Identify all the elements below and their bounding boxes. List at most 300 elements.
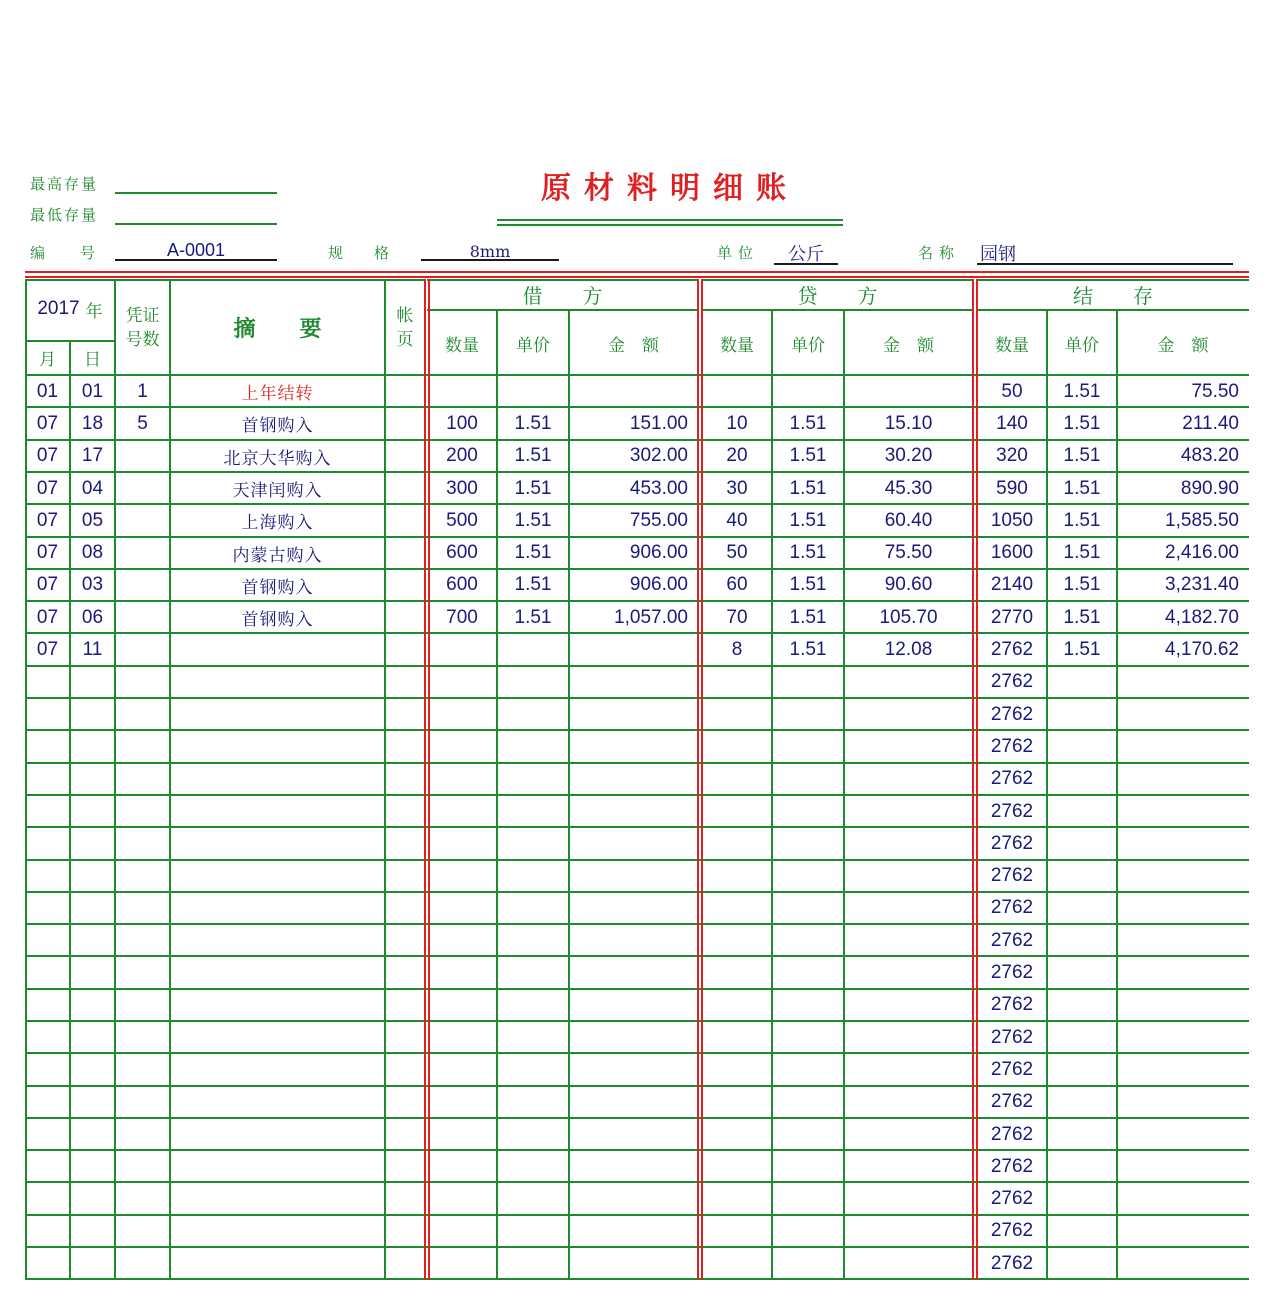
cell-page[interactable] xyxy=(385,505,425,536)
cell-d-price[interactable] xyxy=(497,1087,569,1118)
cell-d-amt[interactable] xyxy=(569,699,698,730)
cell-b-amt[interactable]: 890.90 xyxy=(1180,477,1239,499)
cell-c-qty[interactable] xyxy=(702,731,772,762)
cell-voucher[interactable] xyxy=(115,957,170,988)
cell-page[interactable] xyxy=(385,796,425,827)
cell-d-qty[interactable]: 500 xyxy=(446,509,478,531)
cell-b-amt[interactable]: 211.40 xyxy=(1182,412,1239,434)
cell-c-qty[interactable] xyxy=(702,1022,772,1053)
cell-c-price[interactable]: 1.51 xyxy=(789,574,827,596)
cell-b-qty[interactable]: 2762 xyxy=(990,1220,1034,1242)
cell-day[interactable] xyxy=(70,957,115,988)
cell-c-price[interactable] xyxy=(772,1119,844,1150)
cell-c-qty[interactable] xyxy=(702,796,772,827)
cell-c-qty[interactable]: 70 xyxy=(726,606,748,628)
cell-d-amt[interactable] xyxy=(569,990,698,1021)
cell-page[interactable] xyxy=(385,602,425,633)
cell-c-qty[interactable] xyxy=(702,764,772,795)
cell-d-price[interactable] xyxy=(497,634,569,665)
cell-page[interactable] xyxy=(385,764,425,795)
cell-c-amt[interactable]: 75.50 xyxy=(884,542,933,564)
cell-c-qty[interactable] xyxy=(702,1184,772,1215)
cell-d-price[interactable] xyxy=(497,699,569,730)
cell-b-qty[interactable]: 2762 xyxy=(990,768,1034,790)
cell-b-price[interactable] xyxy=(1047,990,1117,1021)
cell-page[interactable] xyxy=(385,699,425,730)
cell-d-amt[interactable] xyxy=(569,1087,698,1118)
cell-d-price[interactable] xyxy=(497,1248,569,1279)
cell-b-price[interactable] xyxy=(1047,1184,1117,1215)
cell-b-qty[interactable]: 2762 xyxy=(990,1026,1034,1048)
cell-b-price[interactable]: 1.51 xyxy=(1063,380,1101,402)
cell-c-price[interactable]: 1.51 xyxy=(789,445,827,467)
cell-b-price[interactable] xyxy=(1047,1022,1117,1053)
cell-c-qty[interactable]: 20 xyxy=(726,445,748,467)
cell-page[interactable] xyxy=(385,1184,425,1215)
cell-b-qty[interactable]: 2762 xyxy=(990,639,1034,661)
cell-c-price[interactable]: 1.51 xyxy=(789,412,827,434)
cell-b-qty[interactable]: 2762 xyxy=(990,929,1034,951)
cell-voucher[interactable] xyxy=(115,990,170,1021)
cell-d-price[interactable] xyxy=(497,1054,569,1085)
cell-b-price[interactable] xyxy=(1047,699,1117,730)
cell-day[interactable] xyxy=(70,861,115,892)
cell-b-price[interactable] xyxy=(1047,731,1117,762)
cell-b-price[interactable] xyxy=(1047,1087,1117,1118)
cell-c-price[interactable] xyxy=(772,796,844,827)
cell-day[interactable] xyxy=(70,1248,115,1279)
cell-day[interactable] xyxy=(70,893,115,924)
cell-d-price[interactable] xyxy=(497,1184,569,1215)
cell-day[interactable] xyxy=(70,925,115,956)
cell-voucher[interactable] xyxy=(115,634,170,665)
cell-voucher[interactable] xyxy=(115,861,170,892)
cell-d-amt[interactable] xyxy=(569,1022,698,1053)
cell-b-amt[interactable]: 1,585.50 xyxy=(1165,509,1239,531)
cell-b-price[interactable] xyxy=(1047,1054,1117,1085)
cell-page[interactable] xyxy=(385,1151,425,1182)
cell-d-amt[interactable] xyxy=(569,1216,698,1247)
cell-month[interactable] xyxy=(25,990,70,1021)
cell-b-qty[interactable]: 2762 xyxy=(990,1155,1034,1177)
cell-b-qty[interactable]: 2762 xyxy=(990,994,1034,1016)
cell-c-price[interactable]: 1.51 xyxy=(789,477,827,499)
cell-summary[interactable] xyxy=(170,990,385,1021)
cell-d-qty[interactable] xyxy=(427,667,497,698)
cell-c-qty[interactable]: 10 xyxy=(726,412,748,434)
cell-d-price[interactable]: 1.51 xyxy=(514,509,552,531)
cell-page[interactable] xyxy=(385,376,425,407)
cell-d-price[interactable] xyxy=(497,731,569,762)
cell-c-amt[interactable] xyxy=(844,1022,973,1053)
cell-voucher[interactable] xyxy=(115,667,170,698)
cell-summary[interactable]: 北京大华购入 xyxy=(223,448,332,469)
cell-c-price[interactable] xyxy=(772,1022,844,1053)
cell-summary[interactable] xyxy=(170,861,385,892)
cell-c-qty[interactable] xyxy=(702,1216,772,1247)
cell-b-price[interactable]: 1.51 xyxy=(1063,509,1101,531)
cell-b-amt[interactable] xyxy=(1117,893,1249,924)
cell-day[interactable] xyxy=(70,796,115,827)
cell-d-price[interactable]: 1.51 xyxy=(514,445,552,467)
cell-summary[interactable] xyxy=(170,1151,385,1182)
cell-c-price[interactable] xyxy=(772,1184,844,1215)
cell-page[interactable] xyxy=(385,1216,425,1247)
cell-d-qty[interactable] xyxy=(427,1087,497,1118)
cell-month[interactable]: 07 xyxy=(36,445,59,467)
cell-voucher[interactable] xyxy=(115,1022,170,1053)
cell-c-qty[interactable] xyxy=(702,828,772,859)
cell-c-price[interactable]: 1.51 xyxy=(789,509,827,531)
cell-month[interactable] xyxy=(25,731,70,762)
cell-d-qty[interactable] xyxy=(427,634,497,665)
cell-b-amt[interactable] xyxy=(1117,861,1249,892)
cell-d-qty[interactable]: 600 xyxy=(446,542,478,564)
cell-b-price[interactable] xyxy=(1047,893,1117,924)
cell-day[interactable] xyxy=(70,764,115,795)
cell-c-qty[interactable]: 40 xyxy=(726,509,748,531)
cell-d-price[interactable] xyxy=(497,861,569,892)
cell-day[interactable] xyxy=(70,1151,115,1182)
cell-d-amt[interactable] xyxy=(569,796,698,827)
cell-d-amt[interactable]: 906.00 xyxy=(629,542,688,564)
cell-day[interactable] xyxy=(70,990,115,1021)
cell-d-price[interactable] xyxy=(497,893,569,924)
cell-b-amt[interactable] xyxy=(1117,1248,1249,1279)
cell-d-amt[interactable] xyxy=(569,634,698,665)
cell-b-price[interactable] xyxy=(1047,925,1117,956)
cell-c-qty[interactable] xyxy=(702,990,772,1021)
cell-summary[interactable] xyxy=(170,634,385,665)
cell-voucher[interactable] xyxy=(115,1216,170,1247)
cell-d-price[interactable] xyxy=(497,1216,569,1247)
cell-d-qty[interactable] xyxy=(427,731,497,762)
cell-b-amt[interactable] xyxy=(1117,796,1249,827)
cell-page[interactable] xyxy=(385,408,425,439)
cell-b-amt[interactable]: 4,182.70 xyxy=(1165,606,1239,628)
cell-page[interactable] xyxy=(385,570,425,601)
cell-c-qty[interactable] xyxy=(702,957,772,988)
cell-voucher[interactable] xyxy=(115,796,170,827)
cell-day[interactable] xyxy=(70,731,115,762)
cell-d-amt[interactable] xyxy=(569,667,698,698)
cell-b-price[interactable] xyxy=(1047,796,1117,827)
cell-month[interactable] xyxy=(25,1119,70,1150)
cell-day[interactable] xyxy=(70,1184,115,1215)
cell-c-amt[interactable] xyxy=(844,1216,973,1247)
cell-voucher[interactable] xyxy=(115,1119,170,1150)
cell-c-qty[interactable]: 50 xyxy=(726,542,748,564)
cell-month[interactable] xyxy=(25,1216,70,1247)
cell-d-qty[interactable] xyxy=(427,1119,497,1150)
cell-c-amt[interactable]: 90.60 xyxy=(884,574,933,596)
cell-summary[interactable] xyxy=(170,1054,385,1085)
cell-c-price[interactable] xyxy=(772,1216,844,1247)
cell-b-price[interactable]: 1.51 xyxy=(1063,639,1101,661)
cell-d-qty[interactable] xyxy=(427,699,497,730)
cell-d-amt[interactable] xyxy=(569,828,698,859)
cell-page[interactable] xyxy=(385,828,425,859)
cell-voucher[interactable]: 5 xyxy=(137,412,148,434)
cell-c-amt[interactable] xyxy=(844,764,973,795)
cell-c-amt[interactable] xyxy=(844,699,973,730)
cell-d-amt[interactable] xyxy=(569,1151,698,1182)
cell-month[interactable]: 07 xyxy=(36,542,59,564)
cell-b-price[interactable] xyxy=(1047,1248,1117,1279)
cell-c-price[interactable] xyxy=(772,731,844,762)
cell-b-amt[interactable] xyxy=(1117,1119,1249,1150)
cell-b-qty[interactable]: 2770 xyxy=(990,606,1034,628)
cell-c-qty[interactable] xyxy=(702,925,772,956)
cell-c-qty[interactable] xyxy=(702,699,772,730)
cell-d-qty[interactable] xyxy=(427,1184,497,1215)
cell-month[interactable]: 07 xyxy=(36,412,59,434)
cell-b-price[interactable]: 1.51 xyxy=(1063,477,1101,499)
cell-d-qty[interactable]: 200 xyxy=(446,445,478,467)
cell-day[interactable] xyxy=(70,1054,115,1085)
cell-voucher[interactable] xyxy=(115,1087,170,1118)
cell-day[interactable]: 04 xyxy=(81,477,104,499)
cell-b-amt[interactable]: 2,416.00 xyxy=(1165,542,1239,564)
cell-summary[interactable]: 天津闰购入 xyxy=(232,481,323,502)
cell-d-amt[interactable] xyxy=(569,731,698,762)
cell-d-amt[interactable] xyxy=(569,861,698,892)
cell-d-qty[interactable]: 100 xyxy=(446,412,478,434)
cell-c-qty[interactable]: 30 xyxy=(726,477,748,499)
cell-page[interactable] xyxy=(385,893,425,924)
cell-month[interactable]: 07 xyxy=(36,639,59,661)
cell-month[interactable] xyxy=(25,1151,70,1182)
min-stock-field[interactable] xyxy=(115,223,277,225)
cell-summary[interactable] xyxy=(170,731,385,762)
cell-c-qty[interactable] xyxy=(702,1248,772,1279)
cell-b-amt[interactable] xyxy=(1117,1184,1249,1215)
cell-c-price[interactable] xyxy=(772,957,844,988)
cell-day[interactable]: 01 xyxy=(81,380,104,402)
cell-b-price[interactable] xyxy=(1047,1119,1117,1150)
cell-c-price[interactable]: 1.51 xyxy=(789,606,827,628)
cell-c-price[interactable] xyxy=(772,861,844,892)
cell-voucher[interactable] xyxy=(115,925,170,956)
cell-d-amt[interactable]: 151.00 xyxy=(629,412,688,434)
cell-c-price[interactable] xyxy=(772,764,844,795)
cell-b-qty[interactable]: 140 xyxy=(996,412,1028,434)
cell-d-qty[interactable] xyxy=(427,828,497,859)
cell-d-amt[interactable] xyxy=(569,1119,698,1150)
cell-c-qty[interactable] xyxy=(702,667,772,698)
cell-day[interactable]: 03 xyxy=(81,574,104,596)
spec-value[interactable]: 8mm xyxy=(469,242,511,261)
cell-month[interactable]: 07 xyxy=(36,509,59,531)
cell-page[interactable] xyxy=(385,1087,425,1118)
cell-d-qty[interactable] xyxy=(427,1248,497,1279)
cell-page[interactable] xyxy=(385,990,425,1021)
cell-page[interactable] xyxy=(385,1022,425,1053)
cell-voucher[interactable] xyxy=(115,764,170,795)
cell-d-price[interactable] xyxy=(497,1119,569,1150)
cell-summary[interactable] xyxy=(170,925,385,956)
cell-summary[interactable]: 首钢购入 xyxy=(241,416,314,437)
cell-c-amt[interactable] xyxy=(844,1248,973,1279)
cell-page[interactable] xyxy=(385,925,425,956)
cell-d-qty[interactable] xyxy=(427,764,497,795)
cell-month[interactable] xyxy=(25,925,70,956)
cell-page[interactable] xyxy=(385,667,425,698)
cell-c-amt[interactable]: 12.08 xyxy=(884,639,933,661)
cell-d-qty[interactable] xyxy=(427,1054,497,1085)
cell-d-price[interactable] xyxy=(497,1022,569,1053)
cell-b-price[interactable]: 1.51 xyxy=(1063,606,1101,628)
cell-d-amt[interactable] xyxy=(569,1054,698,1085)
cell-b-qty[interactable]: 50 xyxy=(1001,380,1023,402)
cell-d-qty[interactable] xyxy=(427,1151,497,1182)
cell-c-qty[interactable] xyxy=(702,1054,772,1085)
cell-page[interactable] xyxy=(385,957,425,988)
cell-d-qty[interactable] xyxy=(427,376,497,407)
cell-b-amt[interactable] xyxy=(1117,1087,1249,1118)
cell-c-amt[interactable]: 15.10 xyxy=(884,412,933,434)
cell-page[interactable] xyxy=(385,731,425,762)
cell-c-amt[interactable]: 60.40 xyxy=(884,509,933,531)
cell-b-price[interactable]: 1.51 xyxy=(1063,574,1101,596)
cell-d-price[interactable]: 1.51 xyxy=(514,412,552,434)
cell-d-amt[interactable]: 302.00 xyxy=(629,445,688,467)
cell-d-price[interactable]: 1.51 xyxy=(514,606,552,628)
cell-b-amt[interactable] xyxy=(1117,990,1249,1021)
cell-d-price[interactable] xyxy=(497,667,569,698)
cell-c-price[interactable] xyxy=(772,990,844,1021)
cell-voucher[interactable] xyxy=(115,699,170,730)
cell-b-qty[interactable]: 590 xyxy=(996,477,1028,499)
cell-summary[interactable] xyxy=(170,667,385,698)
cell-b-qty[interactable]: 2762 xyxy=(990,1091,1034,1113)
cell-b-price[interactable] xyxy=(1047,764,1117,795)
cell-b-qty[interactable]: 2762 xyxy=(990,735,1034,757)
cell-summary[interactable] xyxy=(170,1184,385,1215)
cell-b-price[interactable] xyxy=(1047,861,1117,892)
cell-d-qty[interactable] xyxy=(427,796,497,827)
cell-b-amt[interactable] xyxy=(1117,828,1249,859)
cell-voucher[interactable]: 1 xyxy=(137,380,148,402)
cell-summary[interactable]: 内蒙古购入 xyxy=(232,545,323,566)
cell-d-price[interactable] xyxy=(497,764,569,795)
cell-voucher[interactable] xyxy=(115,893,170,924)
cell-summary[interactable] xyxy=(170,1022,385,1053)
cell-summary[interactable]: 上海购入 xyxy=(241,513,314,534)
cell-c-amt[interactable]: 105.70 xyxy=(879,606,938,628)
cell-c-amt[interactable] xyxy=(844,861,973,892)
cell-c-price[interactable] xyxy=(772,667,844,698)
cell-c-amt[interactable]: 30.20 xyxy=(884,445,933,467)
cell-c-qty[interactable] xyxy=(702,1087,772,1118)
cell-d-amt[interactable]: 453.00 xyxy=(629,477,688,499)
cell-page[interactable] xyxy=(385,473,425,504)
cell-d-price[interactable] xyxy=(497,828,569,859)
cell-b-qty[interactable]: 2762 xyxy=(990,962,1034,984)
cell-day[interactable]: 06 xyxy=(81,606,104,628)
cell-month[interactable] xyxy=(25,957,70,988)
cell-day[interactable] xyxy=(70,1022,115,1053)
cell-b-amt[interactable] xyxy=(1117,667,1249,698)
cell-voucher[interactable] xyxy=(115,473,170,504)
cell-b-amt[interactable]: 483.20 xyxy=(1180,445,1239,467)
cell-c-qty[interactable] xyxy=(702,376,772,407)
cell-b-price[interactable]: 1.51 xyxy=(1063,542,1101,564)
cell-b-qty[interactable]: 2762 xyxy=(990,671,1034,693)
cell-voucher[interactable] xyxy=(115,441,170,472)
cell-voucher[interactable] xyxy=(115,828,170,859)
cell-d-qty[interactable]: 700 xyxy=(446,606,478,628)
cell-month[interactable] xyxy=(25,861,70,892)
cell-d-qty[interactable] xyxy=(427,990,497,1021)
cell-d-qty[interactable] xyxy=(427,893,497,924)
cell-c-amt[interactable] xyxy=(844,1151,973,1182)
cell-d-amt[interactable] xyxy=(569,925,698,956)
cell-summary[interactable] xyxy=(170,828,385,859)
cell-d-qty[interactable]: 300 xyxy=(446,477,478,499)
cell-b-amt[interactable]: 75.50 xyxy=(1191,380,1239,402)
cell-voucher[interactable] xyxy=(115,602,170,633)
cell-b-qty[interactable]: 2140 xyxy=(990,574,1034,596)
cell-b-price[interactable] xyxy=(1047,957,1117,988)
cell-page[interactable] xyxy=(385,538,425,569)
cell-d-qty[interactable] xyxy=(427,957,497,988)
cell-month[interactable]: 07 xyxy=(36,574,59,596)
cell-summary[interactable] xyxy=(170,1216,385,1247)
cell-c-amt[interactable] xyxy=(844,990,973,1021)
cell-c-price[interactable]: 1.51 xyxy=(789,639,827,661)
name-value[interactable]: 园钢 xyxy=(980,244,1016,265)
cell-b-qty[interactable]: 2762 xyxy=(990,1123,1034,1145)
cell-day[interactable] xyxy=(70,828,115,859)
cell-b-qty[interactable]: 2762 xyxy=(990,703,1034,725)
cell-month[interactable] xyxy=(25,699,70,730)
cell-c-amt[interactable] xyxy=(844,667,973,698)
cell-c-amt[interactable] xyxy=(844,1087,973,1118)
cell-b-amt[interactable] xyxy=(1117,957,1249,988)
cell-b-price[interactable]: 1.51 xyxy=(1063,445,1101,467)
cell-day[interactable]: 05 xyxy=(81,509,104,531)
cell-month[interactable] xyxy=(25,1022,70,1053)
cell-c-amt[interactable] xyxy=(844,925,973,956)
cell-b-amt[interactable] xyxy=(1117,1022,1249,1053)
cell-summary[interactable]: 首钢购入 xyxy=(241,610,314,631)
cell-b-amt[interactable] xyxy=(1117,1151,1249,1182)
cell-c-price[interactable] xyxy=(772,925,844,956)
cell-c-amt[interactable] xyxy=(844,893,973,924)
cell-b-qty[interactable]: 2762 xyxy=(990,1188,1034,1210)
cell-summary[interactable]: 上年结转 xyxy=(241,384,314,405)
cell-c-price[interactable] xyxy=(772,1054,844,1085)
cell-b-price[interactable]: 1.51 xyxy=(1063,412,1101,434)
cell-b-price[interactable] xyxy=(1047,1151,1117,1182)
cell-d-amt[interactable]: 906.00 xyxy=(629,574,688,596)
cell-page[interactable] xyxy=(385,1119,425,1150)
unit-value[interactable]: 公斤 xyxy=(788,244,824,265)
cell-b-amt[interactable]: 4,170.62 xyxy=(1165,639,1239,661)
cell-b-amt[interactable]: 3,231.40 xyxy=(1165,574,1239,596)
cell-month[interactable] xyxy=(25,796,70,827)
max-stock-field[interactable] xyxy=(115,192,277,194)
cell-month[interactable]: 01 xyxy=(36,380,59,402)
cell-c-price[interactable] xyxy=(772,376,844,407)
cell-b-qty[interactable]: 1600 xyxy=(990,542,1034,564)
cell-voucher[interactable] xyxy=(115,1248,170,1279)
cell-b-qty[interactable]: 1050 xyxy=(990,509,1034,531)
cell-day[interactable] xyxy=(70,699,115,730)
cell-day[interactable] xyxy=(70,1087,115,1118)
code-value[interactable]: A-0001 xyxy=(166,240,226,260)
